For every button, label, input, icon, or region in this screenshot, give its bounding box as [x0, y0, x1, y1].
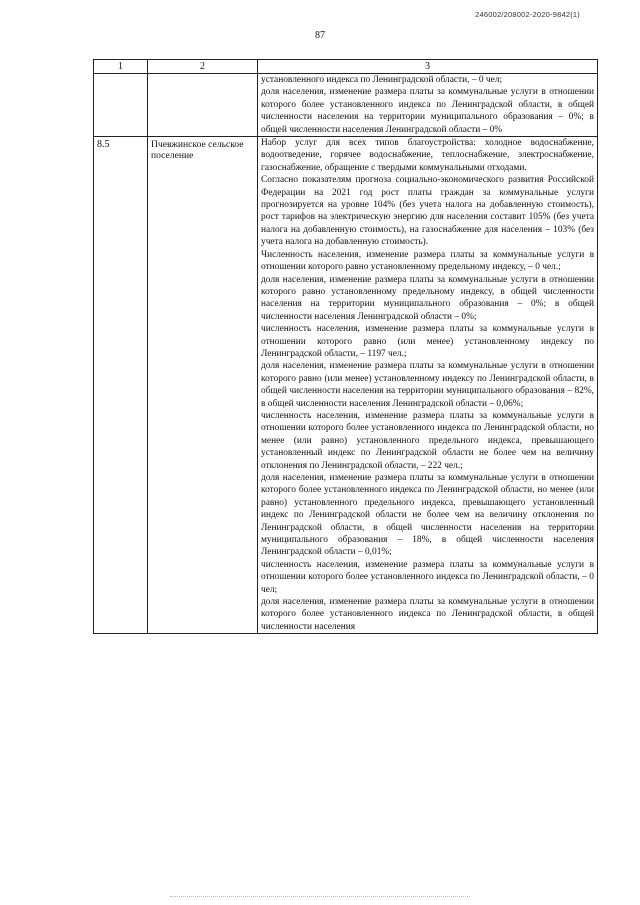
data-table: [93, 59, 598, 634]
document-registration-code: 246002/208002-2020-9842(1): [475, 10, 580, 19]
paragraph: доля населения, изменение размера платы за коммунальные услуги в отношении которого равно установленному предельному индексу, в общей численности населения на территории муниципального образования – 0%; в общей численности населения Ленинградской области – 0%;: [261, 274, 594, 322]
continuation-row: [94, 74, 598, 137]
page-number: 87: [315, 30, 325, 41]
paragraph: численность населения, изменение размера платы за коммунальные услуги в отношении которого равно (или менее) установленному индексу по Ленинградской области, – 1197 чел.;: [261, 324, 594, 359]
column-header-1: 1: [94, 60, 148, 74]
column-header-3: 3: [258, 60, 598, 74]
settlement-name: Пчевжинское сельское поселение: [148, 137, 258, 634]
column-header-2: 2: [148, 60, 258, 74]
paragraph: Набор услуг для всех типов благоустройства: холодное водоснабжение, водоотведение, горячее водоснабжение, теплоснабжение, электроснабжение, газоснабжение, обращение с твердыми коммунальными отходами.: [261, 138, 594, 173]
paragraph: доля населения, изменение размера платы за коммунальные услуги в отношении которого более установленного индекса по Ленинградской области, но менее (или равно) установленного предельного индекса, превышающего установленный индекс по Ленинградской области не более чем на величину отклонения по Ленинградской области, в общей численности населения на территории муниципального образования – 18%, в общей численности населения Ленинградской области – 0,01%;: [261, 473, 594, 558]
table-row-8-5: [94, 137, 598, 634]
paragraph: Согласно показателям прогноза социально-экономического развития Российской Федерации на 2021 год рост платы граждан за коммунальные услуги прогнозируется на уровне 104% (без учета налога на добавленную стоимость), рост тарифов на электрическую энергию для населения составит 105% (без учета налога на добавленную стоимость), на газоснабжение для населения – 103% (без учета налога на добавленную стоимость).: [261, 175, 594, 248]
paragraph: доля населения, изменение размера платы за коммунальные услуги в отношении которого более установленного индекса по Ленинградской области, в общей численности населения: [261, 597, 594, 632]
row-text-cell: [258, 137, 598, 634]
paragraph: установленного индекса по Ленинградской области, – 0 чел;: [261, 75, 503, 85]
row-number-cell: [94, 74, 148, 137]
paragraph: доля населения, изменение размера платы за коммунальные услуги в отношении которого равно (или менее) установленному индексу по Ленинградской области, в общей численности населения на территории муниципального образования – 82%, в общей численности населения Ленинградской области – 0,06%;: [261, 361, 594, 409]
paragraph: доля населения, изменение размера платы за коммунальные услуги в отношении которого более установленного индекса по Ленинградской области, в общей численности населения на территории муниципального образования – 0%; в общей численности населения Ленинградской области – 0%: [261, 87, 594, 135]
row-name-cell: [148, 74, 258, 137]
column-header-row: [94, 60, 598, 74]
paragraph: численность населения, изменение размера платы за коммунальные услуги в отношении которого более установленного индекса по Ленинградской области, но менее (или равно) установленного предельного индекса, превышающего установленный индекс по Ленинградской области не более чем на величину отклонения по Ленинградской области, – 222 чел.;: [261, 410, 594, 471]
paragraph: Численность населения, изменение размера платы за коммунальные услуги в отношении которого равно установленному предельному индексу, – 0 чел.;: [261, 249, 594, 273]
scan-footer-artifact: [170, 896, 470, 899]
row-text-cell: [258, 74, 598, 137]
row-number: 8.5: [94, 137, 148, 634]
paragraph: численность населения, изменение размера платы за коммунальные услуги в отношении которого более установленного индекса по Ленинградской области, – 0 чел;: [261, 559, 594, 595]
